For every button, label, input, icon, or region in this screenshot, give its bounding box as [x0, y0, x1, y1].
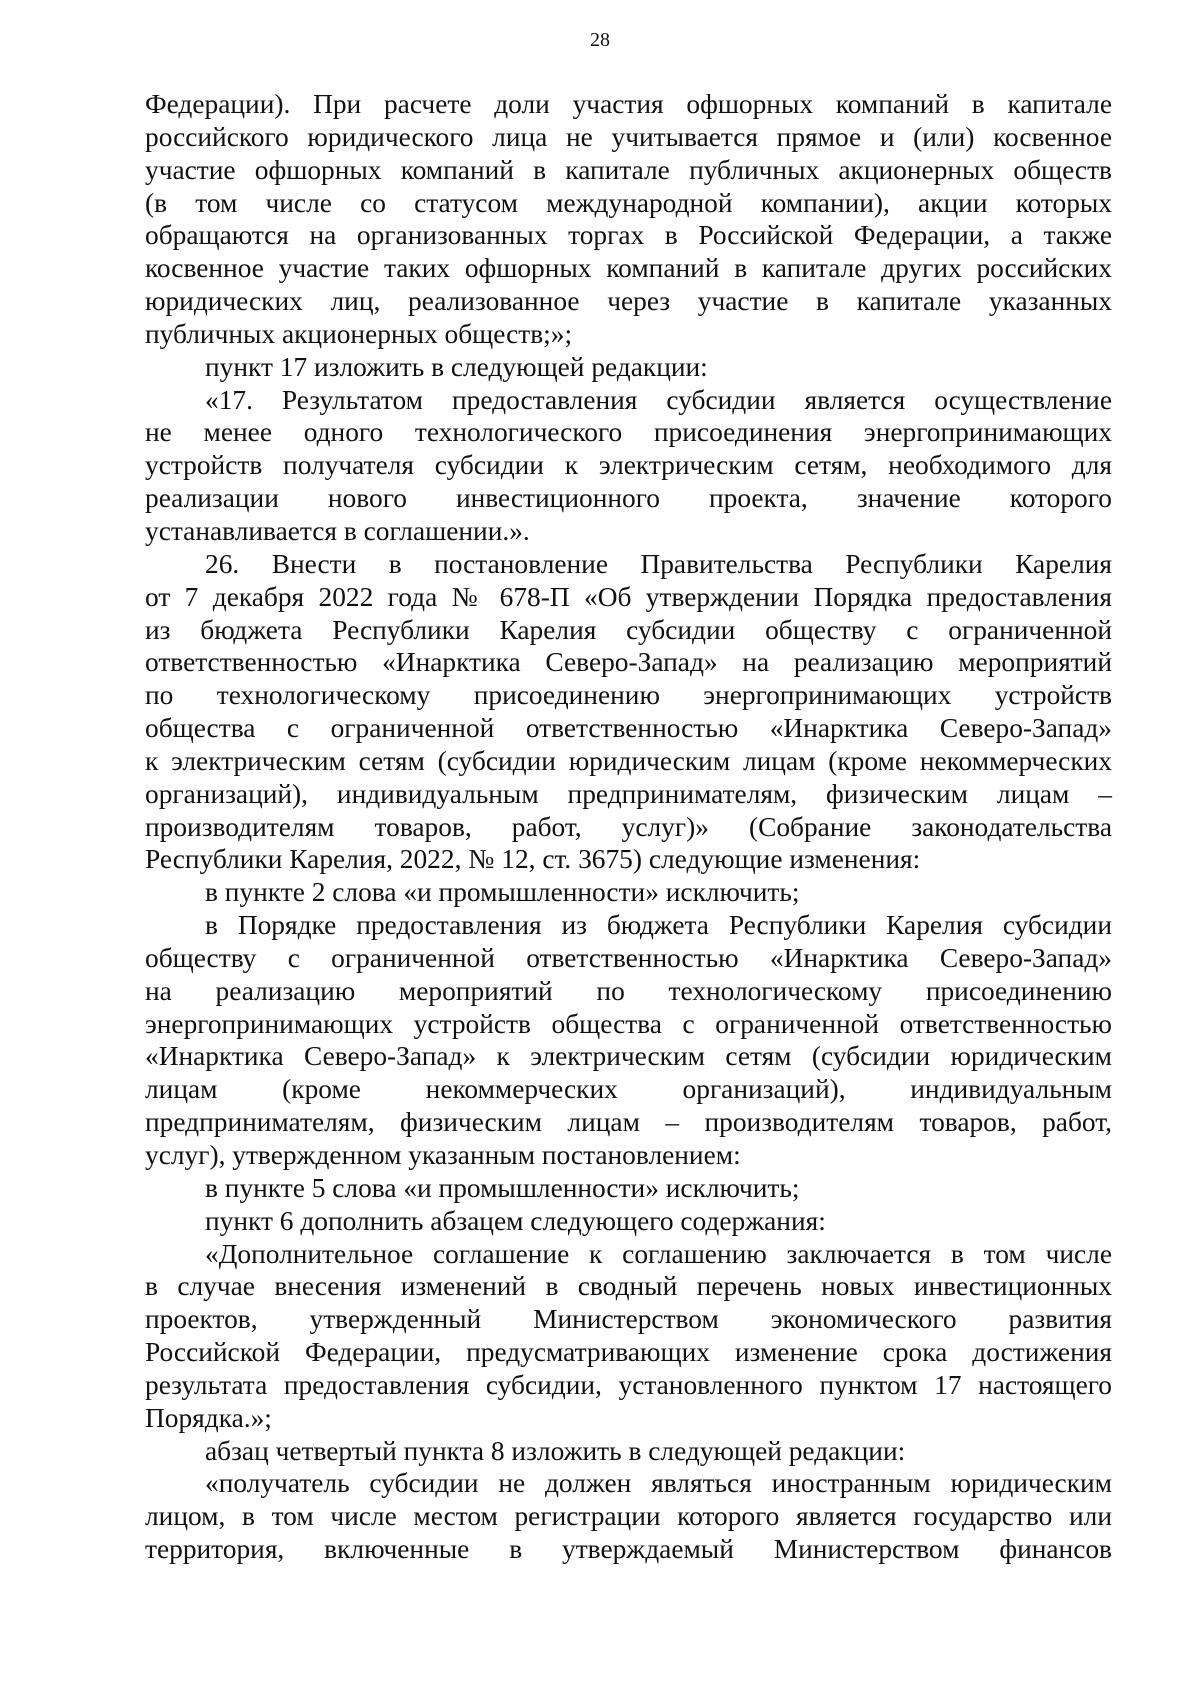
text-line: Республики Карелия, 2022, № 12, ст. 3675) следующие изменения: — [145, 844, 921, 875]
text-line: пункт 17 изложить в следующей редакции: — [205, 351, 708, 382]
text-line: устройств получателя субсидии к электрическим сетям, необходимого для — [145, 450, 1112, 481]
text-line: Российской Федерации, предусматривающих изменение срока достижения — [145, 1337, 1112, 1368]
text-line: российского юридического лица не учитывается прямое и (или) косвенное — [145, 121, 1112, 152]
text-line: общества с ограниченной ответственностью «Инарктика Северо-Запад» — [145, 713, 1112, 744]
text-line: лицом, в том числе местом регистрации которого является государство или — [145, 1501, 1112, 1532]
text-line: организаций), индивидуальным предпринимателям, физическим лицам – — [145, 778, 1112, 809]
text-line: производителям товаров, работ, услуг)» (Собрание законодательства — [145, 811, 1112, 842]
text-line: косвенное участие таких офшорных компаний в капитале других российских — [145, 253, 1112, 284]
text-line: энергопринимающих устройств общества с ограниченной ответственностью — [145, 1008, 1112, 1039]
text-line: не менее одного технологического присоединения энергопринимающих — [145, 417, 1112, 448]
text-line: устанавливается в соглашении.». — [145, 515, 530, 546]
text-line: Федерации). При расчете доли участия офшорных компаний в капитале — [145, 89, 1112, 119]
text-line: в случае внесения изменений в сводный перечень новых инвестиционных — [145, 1271, 1112, 1302]
text-line: (в том числе со статусом международной компании), акции которых — [145, 187, 1112, 218]
text-line: реализации нового инвестиционного проекта, значение которого — [145, 483, 1112, 514]
text-line: абзац четвертый пункта 8 изложить в следующей редакции: — [205, 1435, 906, 1466]
text-line: пункт 6 дополнить абзацем следующего содержания: — [205, 1205, 826, 1236]
text-line: от 7 декабря 2022 года № 678-П «Об утверждении Порядка предоставления — [145, 581, 1112, 612]
text-line: из бюджета Республики Карелия субсидии обществу с ограниченной — [145, 614, 1112, 645]
text-line: Порядка.»; — [145, 1402, 272, 1433]
text-line: обращаются на организованных торгах в Российской Федерации, а также — [145, 220, 1112, 251]
text-line: результата предоставления субсидии, установленного пунктом 17 настоящего — [145, 1369, 1112, 1400]
text-line: ответственностью «Инарктика Северо-Запад» на реализацию мероприятий — [145, 647, 1112, 678]
text-line: «17. Результатом предоставления субсидии является осуществление — [205, 384, 1112, 415]
text-line: по технологическому присоединению энергопринимающих устройств — [145, 680, 1112, 711]
text-line: на реализацию мероприятий по технологическому присоединению — [145, 975, 1112, 1006]
text-line: публичных акционерных обществ;»; — [145, 318, 573, 349]
text-line: лицам (кроме некоммерческих организаций), индивидуальным — [145, 1074, 1112, 1105]
text-line: в пункте 2 слова «и промышленности» исключить; — [205, 877, 800, 908]
text-line: 26. Внести в постановление Правительства Республики Карелия — [205, 548, 1112, 579]
document-body — [145, 88, 1112, 1566]
text-line: в пункте 5 слова «и промышленности» исключить; — [205, 1172, 800, 1203]
text-line: обществу с ограниченной ответственностью «Инарктика Северо-Запад» — [145, 942, 1112, 973]
text-line: «Инарктика Северо-Запад» к электрическим сетям (субсидии юридическим — [145, 1041, 1112, 1072]
text-line: услуг), утвержденном указанным постановлением: — [145, 1140, 741, 1170]
text-line: юридических лиц, реализованное через участие в капитале указанных — [145, 286, 1112, 317]
text-line: в Порядке предоставления из бюджета Республики Карелия субсидии — [205, 910, 1112, 941]
text-line: предпринимателям, физическим лицам – производителям товаров, работ, — [145, 1107, 1112, 1138]
text-line: к электрическим сетям (субсидии юридическим лицам (кроме некоммерческих — [145, 745, 1112, 776]
text-line: «получатель субсидии не должен являться иностранным юридическим — [205, 1468, 1112, 1499]
text-line: «Дополнительное соглашение к соглашению заключается в том числе — [205, 1238, 1112, 1269]
text-line: проектов, утвержденный Министерством экономического развития — [145, 1304, 1112, 1335]
text-line: территория, включенные в утверждаемый Министерством финансов — [145, 1534, 1112, 1565]
text-line: участие офшорных компаний в капитале публичных акционерных обществ — [145, 154, 1112, 185]
page-number: 28 — [590, 29, 610, 51]
